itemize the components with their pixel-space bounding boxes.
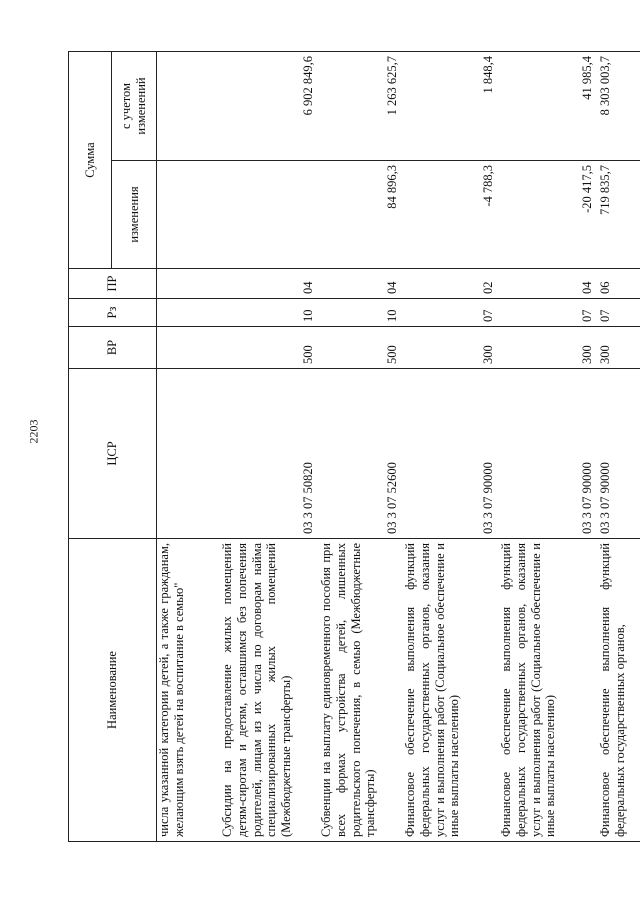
row-csr: 03 3 07 90000 (598, 369, 640, 539)
row-change: -20 417,5 (499, 161, 598, 269)
row-rz: 07 (403, 299, 499, 327)
row-vr: 500 (319, 327, 403, 369)
row-with-change: 41 985,4 (499, 52, 598, 161)
row-vr: 500 (220, 327, 319, 369)
row-rz: 07 (598, 299, 640, 327)
header-csr: ЦСР (69, 369, 157, 539)
table-row (598, 52, 640, 842)
row-vr (157, 327, 221, 369)
page-number: 2203 (26, 419, 41, 444)
table-row (319, 52, 403, 842)
table-row (157, 52, 221, 842)
row-vr: 300 (499, 327, 598, 369)
row-pr: 04 (499, 269, 598, 299)
table-row (403, 52, 499, 842)
row-name: Субсидии на предоставление жилых помещений детям-сиротам и детям, оставшимся без попечения родителей, лицам из их числа по договорам найма специализированных жилых помещений (Межбюджетные трансферты) (220, 539, 319, 842)
row-with-change: 1 263 625,7 (319, 52, 403, 161)
header-rz: Рз (69, 299, 157, 327)
row-vr: 300 (403, 327, 499, 369)
row-csr: 03 3 07 90000 (403, 369, 499, 539)
row-name: Субвенции на выплату единовременного пособия при всех формах устройства детей, лишенных родительского попечения, в семью (Межбюджетные трансферты) (319, 539, 403, 842)
row-change: 719 835,7 (598, 161, 640, 269)
header-pr: ПР (69, 269, 157, 299)
row-with-change: 8 303 003,7 (598, 52, 640, 161)
row-rz: 10 (220, 299, 319, 327)
row-csr: 03 3 07 90000 (499, 369, 598, 539)
row-rz: 10 (319, 299, 403, 327)
header-name: Наименование (69, 539, 157, 842)
row-pr: 06 (598, 269, 640, 299)
rotated-page-content (68, 52, 630, 842)
row-with-change (157, 52, 221, 161)
table-row (220, 52, 319, 842)
row-pr: 04 (319, 269, 403, 299)
row-name: Финансовое обеспечение выполнения функций федеральных государственных органов, оказания услуг и выполнения работ (Социальное обеспечение и иные выплаты населению) (403, 539, 499, 842)
table-row (499, 52, 598, 842)
budget-table (68, 51, 640, 842)
header-vr: ВР (69, 327, 157, 369)
header-change: изменения (112, 161, 157, 269)
row-vr: 300 (598, 327, 640, 369)
row-pr (157, 269, 221, 299)
row-pr: 02 (403, 269, 499, 299)
row-change: -4 788,3 (403, 161, 499, 269)
row-change (157, 161, 221, 269)
row-rz (157, 299, 221, 327)
row-change (220, 161, 319, 269)
header-sum: Сумма (69, 52, 112, 269)
row-rz: 07 (499, 299, 598, 327)
row-name: Финансовое обеспечение выполнения функций федеральных государственных органов, (598, 539, 640, 842)
row-with-change: 1 848,4 (403, 52, 499, 161)
row-name: Финансовое обеспечение выполнения функций федеральных государственных органов, оказания услуг и выполнения работ (Социальное обеспечение и иные выплаты населению) (499, 539, 598, 842)
row-name: числа указанной категории детей, а также гражданам, желающим взять детей на воспитание в семью" (157, 539, 221, 842)
row-csr: 03 3 07 52600 (319, 369, 403, 539)
row-csr (157, 369, 221, 539)
row-csr: 03 3 07 50820 (220, 369, 319, 539)
row-change: 84 896,3 (319, 161, 403, 269)
row-pr: 04 (220, 269, 319, 299)
header-with-change: с учетом изменений (112, 52, 157, 161)
row-with-change: 6 902 849,6 (220, 52, 319, 161)
